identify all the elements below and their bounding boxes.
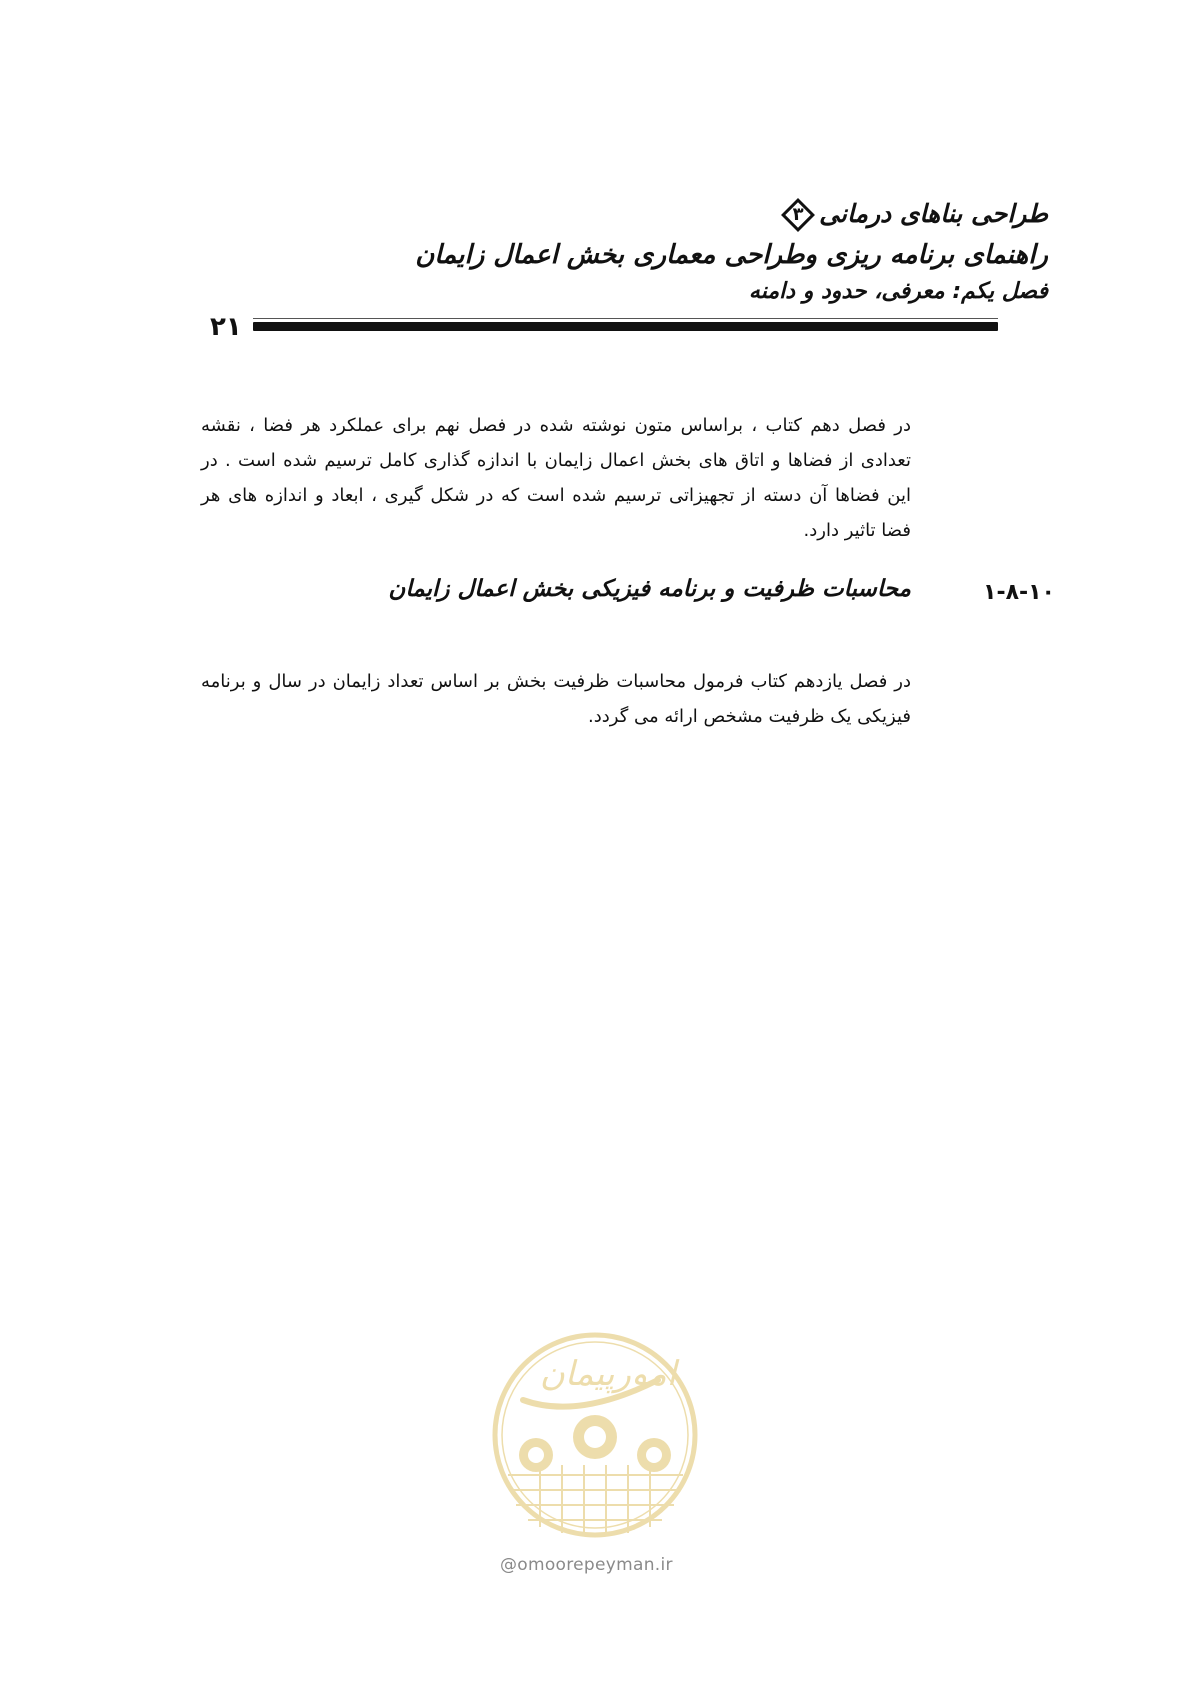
book-title-text: طراحی بناهای درمانی	[819, 199, 1048, 228]
header-rule	[253, 322, 998, 331]
chapter-title: فصل یکم: معرفی، حدود و دامنه	[748, 279, 1048, 304]
section-number: ۱-۸-۱۰	[983, 580, 1055, 605]
volume-number: ۳	[792, 204, 804, 225]
page-number: ۲۱	[210, 312, 242, 342]
book-subtitle: راهنمای برنامه ریزی وطراحی معماری بخش اعمال زایمان	[415, 240, 1048, 270]
body-paragraph-1: در فصل دهم کتاب ، براساس متون نوشته شده در فصل نهم برای عملکرد هر فضا ، نقشه تعدادی از فضاها و اتاق های بخش اعمال زایمان با اندازه گذاری کامل ترسیم شده است . در این فضاها آن دسته از تجهیزاتی ترسیم شده است که در شکل گیری ، ابعاد و اندازه های هر فضا تاثیر دارد.	[201, 415, 911, 541]
watermark-url: @omoorepeyman.ir	[500, 1555, 673, 1575]
body-paragraph-2: در فصل یازدهم کتاب فرمول محاسبات ظرفیت بخش بر اساس تعداد زایمان در سال و برنامه فیزیکی یک ظرفیت مشخص ارائه می گردد.	[201, 671, 911, 727]
book-title	[777, 198, 1048, 232]
watermark-logo-text: امورپیمان	[539, 1354, 677, 1394]
section-heading: محاسبات ظرفیت و برنامه فیزیکی بخش اعمال زایمان	[388, 576, 911, 602]
volume-badge	[781, 198, 815, 232]
